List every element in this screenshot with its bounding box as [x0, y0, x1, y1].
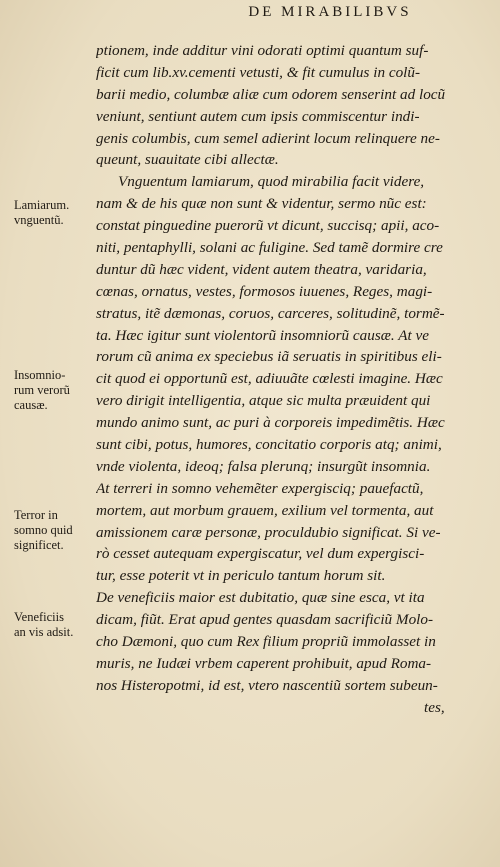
text-line: nos Histeropotmi, id est, vtero nascentiũ sortem subeun- — [96, 676, 438, 694]
text-line: veniunt, sentiunt autem cum ipsis commiscentur indi- — [96, 107, 420, 125]
margin-note-line: causæ. — [14, 398, 48, 412]
text-line: nam & de his quæ non sunt & videntur, sermo nũc est: — [96, 195, 427, 213]
text-line: tur, esse poterit vt in periculo tantum horum sit. — [96, 567, 386, 585]
margin-note-line: vnguentũ. — [14, 213, 64, 227]
margin-note-line: an vis adsit. — [14, 625, 74, 639]
text-line: barii medio, columbæ aliæ cum odorem senserint ad locũ — [96, 85, 446, 103]
text-line: constat pinguedine puerorũ vt dicunt, succisq; apii, aco- — [96, 217, 440, 235]
margin-note-insomniorum — [14, 368, 96, 413]
margin-note-line: somno quid — [14, 523, 73, 537]
text-line: vnde violenta, ideoq; falsa plerunq; insurgũt insomnia. — [96, 457, 431, 475]
margin-note-line: rum verorũ — [14, 383, 70, 397]
text-line: muris, ne Iudæi vrbem caperent prohibuit, apud Roma- — [96, 654, 432, 672]
text-line: sunt cibi, potus, humores, concitatio corporis atq; animi, — [96, 436, 442, 454]
text-line: genis columbis, cum semel adierint locum relinquere ne- — [96, 129, 440, 147]
text-line: rò cesset autequam expergiscatur, vel dum expergisci- — [96, 545, 425, 563]
margin-note-line: Insomnio- — [14, 368, 66, 382]
margin-note-line: Terror in — [14, 508, 58, 522]
text-line: ta. Hæc igitur sunt violentorũ insomniorũ causæ. At ve — [96, 326, 429, 344]
text-line: rorum cũ anima ex speciebus iã seruatis in spiritibus eli- — [96, 348, 442, 366]
body-text — [96, 40, 486, 719]
margin-note-line: Veneficiis — [14, 610, 64, 624]
margin-note-veneficiis — [14, 610, 96, 640]
text-line: cit quod ei opportunũ est, adiuuãte cœlesti imagine. Hæc — [96, 370, 443, 388]
text-line: amissionem caræ personæ, proculdubio significat. Si ve- — [96, 523, 441, 541]
text-line: niti, pentaphylli, solani ac fuligine. Sed tamẽ dormire cre — [96, 239, 443, 257]
text-line: vero dirigit intelligentia, atque sic multa præuident qui — [96, 392, 431, 410]
text-line: De veneficiis maior est dubitatio, quæ sine esca, vt ita — [96, 589, 425, 607]
text-line: At terreri in somno vehemẽter expergisciq; pauefactũ, — [96, 479, 424, 497]
margin-note-lamiarum — [14, 198, 96, 228]
text-line: ficit cum lib.xv.cementi vetusti, & fit cumulus in colũ- — [96, 63, 421, 81]
text-line: stratus, itẽ dæmonas, coruos, carceres, solitudinẽ, tormẽ- — [96, 304, 445, 322]
text-line: ptionem, inde additur vini odorati optimi quantum suf- — [96, 42, 429, 59]
text-line: duntur dũ hæc vident, vident autem theatra, varidaria, — [96, 260, 427, 278]
text-line: mundo animo sunt, ac puri à corporeis impedimẽtis. Hæc — [96, 414, 445, 432]
running-header: DE MIRABILIBVS — [248, 4, 412, 20]
margin-note-line: Lamiarum. — [14, 198, 70, 212]
text-line: cœnas, ornatus, vestes, formosos iuuenes, Reges, magi- — [96, 282, 433, 300]
text-line: dicam, fiũt. Erat apud gentes quasdam sacrificiũ Molo- — [96, 611, 434, 629]
margin-note-terror — [14, 508, 96, 553]
text-line: tes, — [424, 698, 445, 716]
text-line: mortem, aut morbum grauem, exilium vel tormenta, aut — [96, 501, 434, 519]
paragraph-start-line: Vnguentum lamiarum, quod mirabilia facit videre, — [118, 173, 425, 191]
text-line: cho Dæmoni, quo cum Rex filium propriũ immolasset in — [96, 633, 436, 651]
text-line: queunt, suauitate cibi allectæ. — [96, 151, 279, 169]
margin-note-line: significet. — [14, 538, 64, 552]
